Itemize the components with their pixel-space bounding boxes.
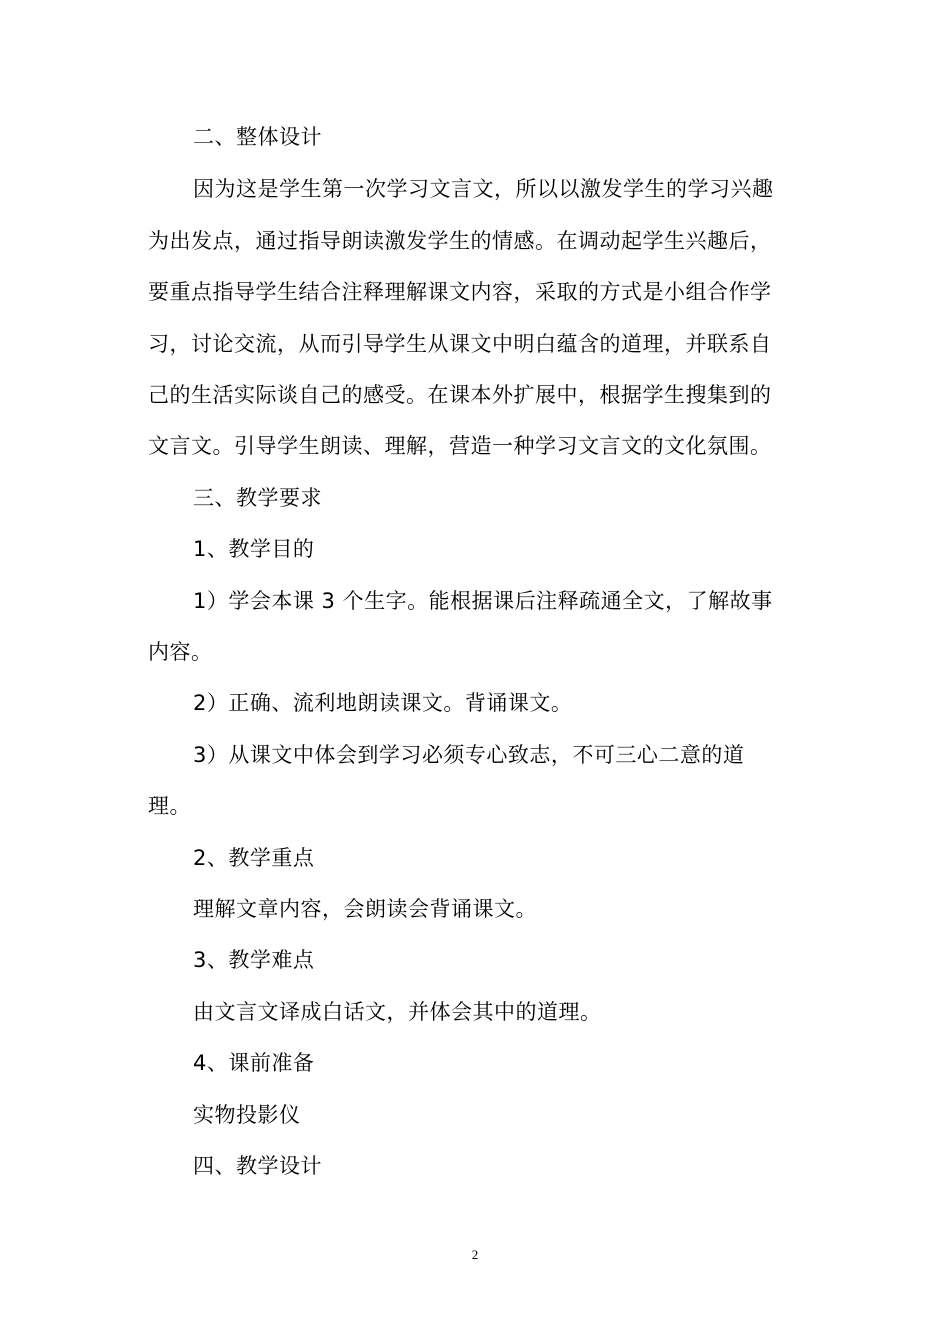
paragraph-line: 由文言文译成白话文，并体会其中的道理。 [193,1000,602,1024]
page-number: 2 [471,1247,479,1262]
subheading-teaching-difficulty: 3、教学难点 [193,948,315,972]
paragraph-line: 因为这是学生第一次学习文言文，所以以激发学生的学习兴趣 [193,177,774,201]
paragraph-line: 实物投影仪 [193,1103,301,1127]
section-heading-teaching-requirements: 三、教学要求 [193,486,322,510]
list-item-line: 内容。 [148,640,213,664]
paragraph-line: 要重点指导学生结合注释理解课文内容，采取的方式是小组合作学 [148,280,772,304]
paragraph-line: 习，讨论交流，从而引导学生从课文中明白蕴含的道理，并联系自 [148,332,772,356]
list-item-line: 3）从课文中体会到学习必须专心致志，不可三心二意的道 [193,743,745,767]
list-item-line: 1）学会本课 3 个生字。能根据课后注释疏通全文，了解故事 [193,589,773,613]
subheading-preparation: 4、课前准备 [193,1051,315,1075]
list-item-line: 2）正确、流利地朗读课文。背诵课文。 [193,691,573,715]
subheading-teaching-focus: 2、教学重点 [193,846,315,870]
section-heading-teaching-design: 四、教学设计 [193,1154,322,1178]
paragraph-line: 理解文章内容，会朗读会背诵课文。 [193,897,537,921]
subheading-teaching-objectives: 1、教学目的 [193,537,315,561]
section-heading-overall-design: 二、整体设计 [193,125,322,149]
paragraph-line: 文言文。引导学生朗读、理解，营造一种学习文言文的文化氛围。 [148,434,772,458]
list-item-line: 理。 [148,794,191,818]
paragraph-line: 己的生活实际谈自己的感受。在课本外扩展中，根据学生搜集到的 [148,383,772,407]
paragraph-line: 为出发点，通过指导朗读激发学生的情感。在调动起学生兴趣后， [148,229,772,253]
